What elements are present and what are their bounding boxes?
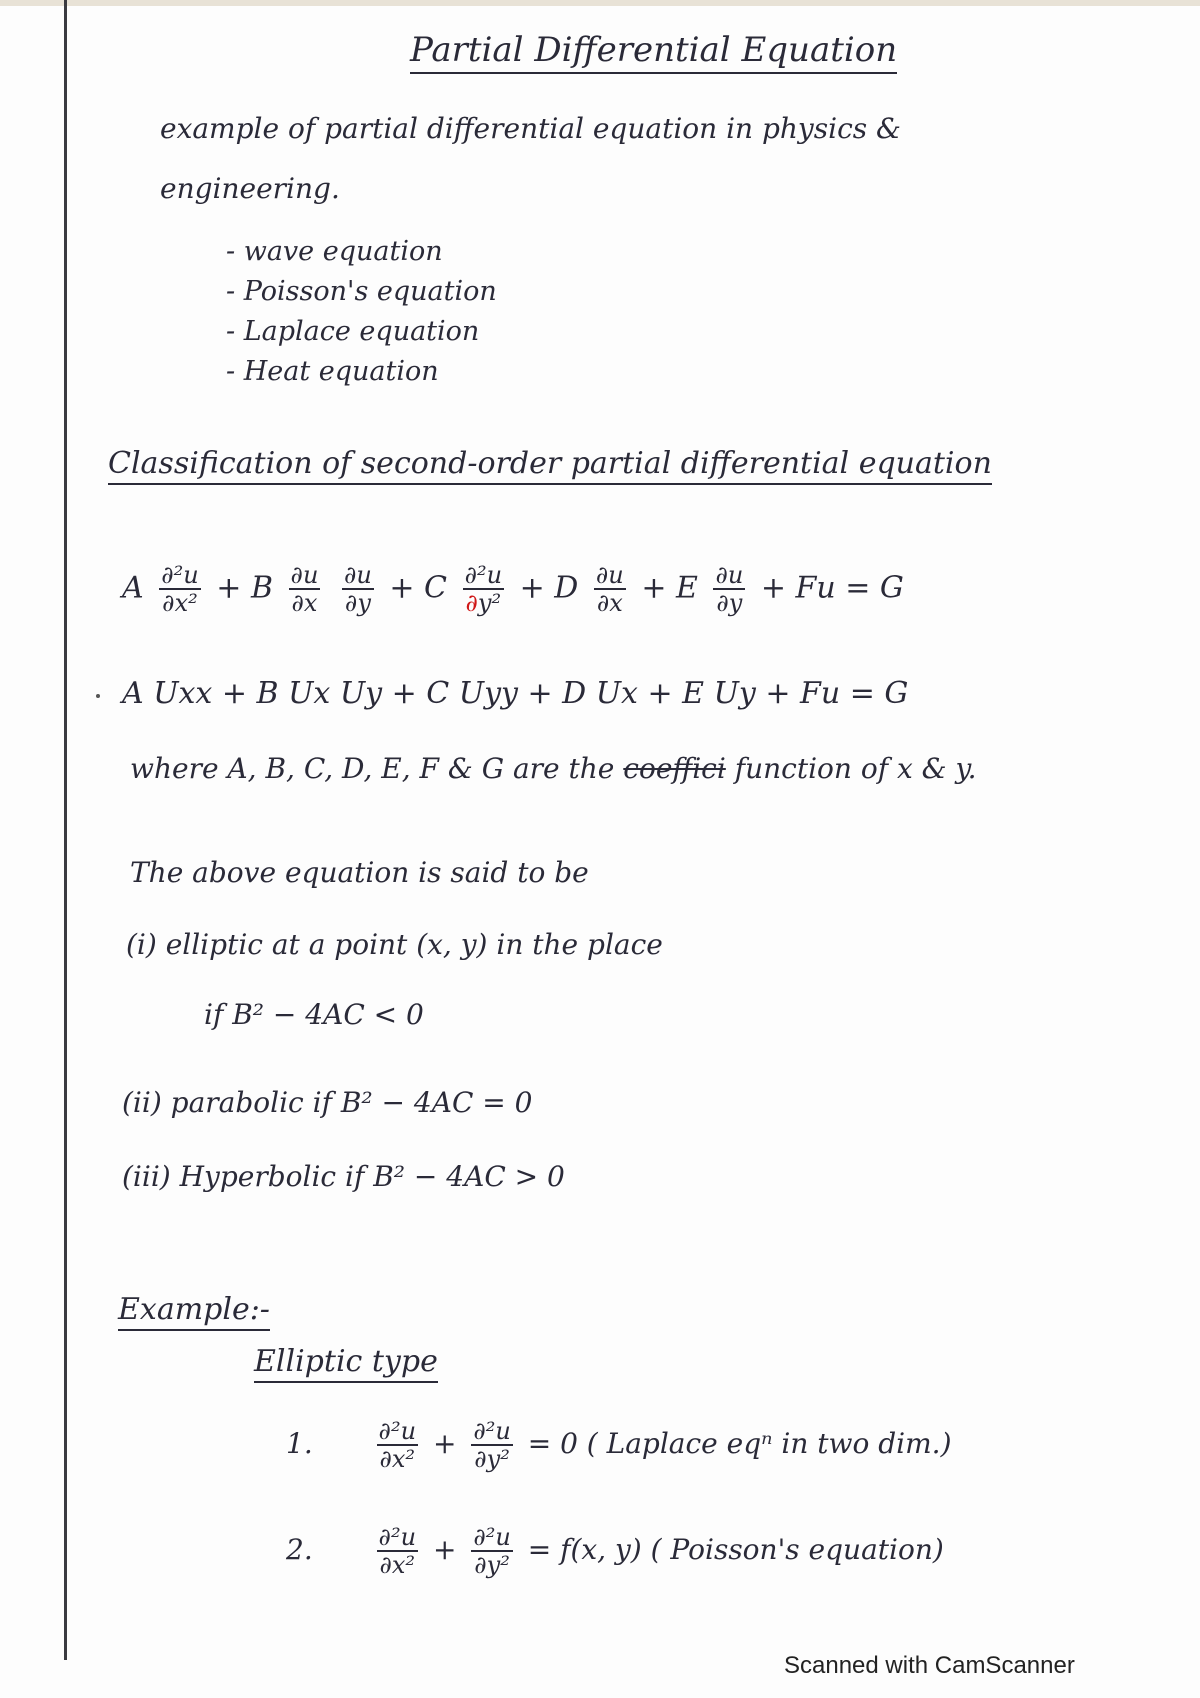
list-item-poisson: - Poisson's equation xyxy=(226,276,497,307)
fraction-den: ∂y² xyxy=(474,1551,510,1580)
intro-line-1: example of partial differential equation in physics & xyxy=(160,112,901,145)
fraction-den xyxy=(464,590,504,616)
equation-tail: + Fu = G xyxy=(760,570,904,606)
fraction-den: ∂y² xyxy=(474,1445,510,1474)
fraction-uy xyxy=(342,562,374,617)
classification-heading-text: Classification of second-order partial differential equation xyxy=(108,446,992,485)
page-title: Partial Differential Equation xyxy=(410,30,897,74)
fraction-num: ∂²u xyxy=(378,1523,417,1551)
fraction-num: ∂²u xyxy=(161,561,199,589)
example-label xyxy=(118,1292,270,1327)
fraction-uxx xyxy=(377,1418,419,1473)
scanner-watermark: Scanned with CamScanner xyxy=(784,1652,1075,1679)
fraction-num: ∂u xyxy=(715,561,744,589)
fraction-uyy xyxy=(471,1418,513,1473)
fraction-den: ∂y xyxy=(716,589,743,618)
term-plus-b: + B xyxy=(216,570,273,606)
fraction-num: ∂u xyxy=(595,561,624,589)
plus-sign: + xyxy=(432,1532,457,1566)
fraction-den-rest: y² xyxy=(477,589,502,618)
example-1-laplace xyxy=(286,1418,952,1473)
plus-sign: + xyxy=(432,1426,457,1460)
where-line-text: where A, B, C, D, E, F & G are the xyxy=(130,752,615,785)
short-form-equation: A Uxx + B Ux Uy + C Uyy + D Ux + E Uy + Fu = G xyxy=(122,676,909,711)
bullet-dot xyxy=(96,694,100,698)
fraction-num: ∂²u xyxy=(473,1523,511,1551)
elliptic-condition-line: (i) elliptic at a point (x, y) in the place xyxy=(126,928,663,961)
red-correction-mark: ∂ xyxy=(465,589,478,618)
fraction-den: ∂x² xyxy=(379,1551,416,1580)
fraction-den: ∂x xyxy=(291,589,318,618)
list-item-laplace: - Laplace equation xyxy=(226,316,480,347)
fraction-uyy xyxy=(471,1524,513,1579)
example-rhs: = 0 ( Laplace eqⁿ in two dim.) xyxy=(527,1426,952,1460)
coef-a: A xyxy=(122,570,144,606)
example-label-text: Example:- xyxy=(118,1292,270,1331)
term-plus-c: + C xyxy=(389,570,448,606)
fraction-num: ∂²u xyxy=(464,561,503,589)
fraction-den: ∂x xyxy=(596,589,623,618)
fraction-uxx xyxy=(159,562,201,617)
example-2-poisson xyxy=(286,1524,944,1579)
general-pde-equation xyxy=(122,562,904,617)
list-item-wave: - wave equation xyxy=(226,236,443,267)
margin-line xyxy=(64,0,67,1660)
list-item-heat: - Heat equation xyxy=(226,356,439,387)
struck-word: coeffici xyxy=(623,752,726,785)
fraction-num: ∂²u xyxy=(473,1417,511,1445)
page-top-edge xyxy=(0,0,1200,6)
where-line xyxy=(130,752,976,785)
fraction-uxx xyxy=(377,1524,419,1579)
classification-heading xyxy=(108,446,1128,481)
term-plus-d: + D xyxy=(519,570,579,606)
example-rhs: = f(x, y) ( Poisson's equation) xyxy=(527,1532,944,1566)
elliptic-type-heading xyxy=(254,1344,438,1379)
fraction-den: ∂x² xyxy=(162,589,198,618)
term-plus-e: + E xyxy=(641,570,698,606)
elliptic-inequality: if B² − 4AC < 0 xyxy=(204,998,424,1031)
example-number: 1. xyxy=(286,1426,313,1460)
parabolic-condition-line: (ii) parabolic if B² − 4AC = 0 xyxy=(122,1086,533,1119)
elliptic-type-heading-text: Elliptic type xyxy=(254,1344,438,1383)
fraction-num: ∂u xyxy=(290,561,319,589)
fraction-uyy xyxy=(463,562,505,617)
fraction-num: ∂²u xyxy=(378,1417,417,1445)
said-to-be-line: The above equation is said to be xyxy=(130,856,589,889)
fraction-num: ∂u xyxy=(343,561,372,589)
intro-line-2: engineering. xyxy=(160,172,340,205)
fraction-den: ∂y xyxy=(344,589,371,618)
example-number: 2. xyxy=(286,1532,313,1566)
hyperbolic-condition-line: (iii) Hyperbolic if B² − 4AC > 0 xyxy=(122,1160,565,1193)
fraction-ux-d xyxy=(594,562,626,617)
fraction-den: ∂x² xyxy=(379,1445,416,1474)
fraction-uy-e xyxy=(713,562,745,617)
where-line-tail: function of x & y. xyxy=(734,752,977,785)
fraction-ux xyxy=(289,562,321,617)
